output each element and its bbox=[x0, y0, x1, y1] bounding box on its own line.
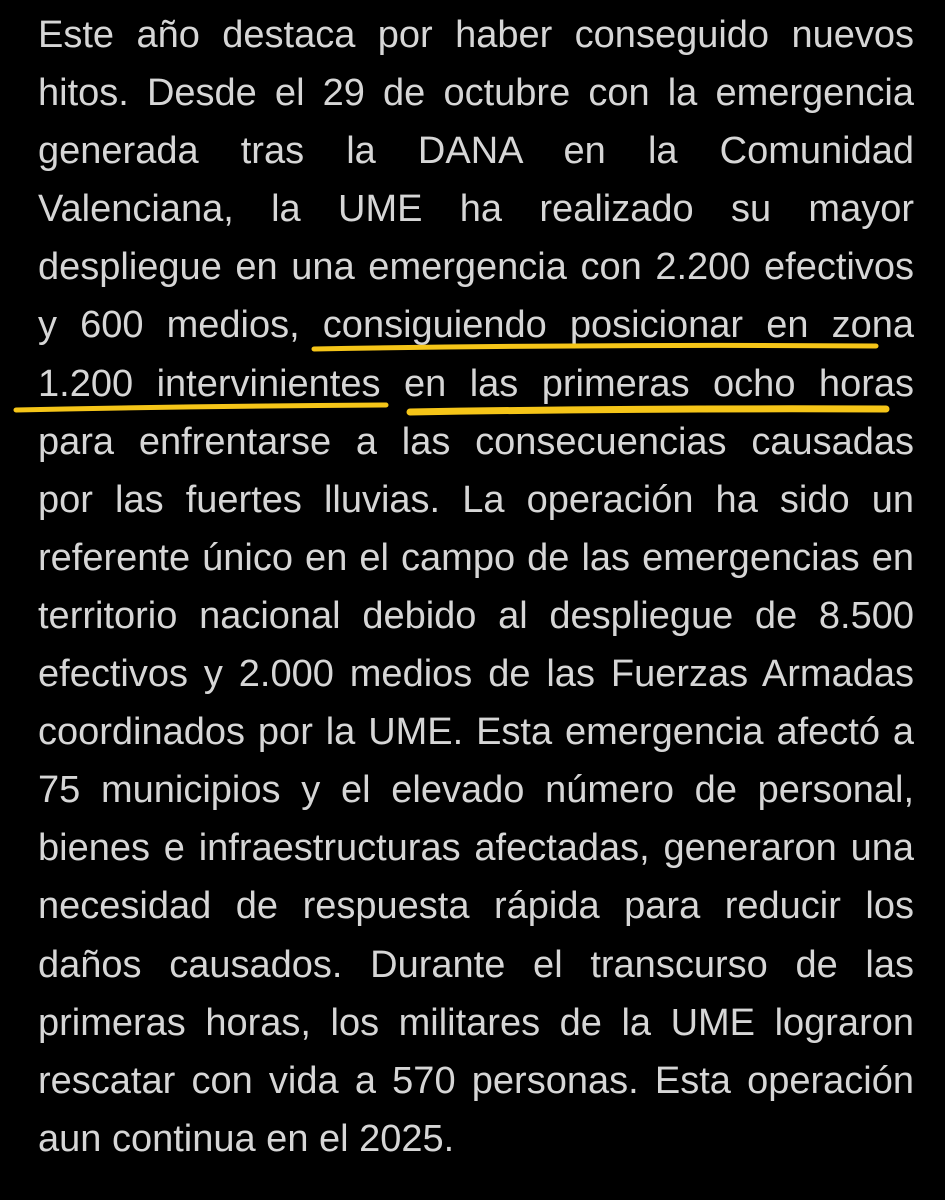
paragraph-line: 75 municipios y el elevado número de personal, bbox=[38, 769, 914, 812]
paragraph-line: Este año destaca por haber conseguido nuevos bbox=[38, 14, 914, 56]
paragraph-line: Valenciana, la UME ha realizado su mayor bbox=[38, 188, 914, 231]
paragraph-line: rescatar con vida a 570 personas. Esta operación bbox=[38, 1059, 914, 1102]
paragraph-line: territorio nacional debido al despliegue de 8.500 bbox=[38, 594, 914, 637]
paragraph-line: efectivos y 2.000 medios de las Fuerzas Armadas bbox=[38, 653, 914, 696]
article-paragraph bbox=[38, 6, 914, 1168]
paragraph-line: despliegue en una emergencia con 2.200 efectivos bbox=[38, 246, 914, 289]
paragraph-line: daños causados. Durante el transcurso de las bbox=[38, 943, 914, 986]
paragraph-line: y 600 medios, consiguiendo posicionar en zona bbox=[38, 304, 914, 347]
paragraph-line: hitos. Desde el 29 de octubre con la emergencia bbox=[38, 72, 914, 115]
paragraph-line: primeras horas, los militares de la UME lograron bbox=[38, 1001, 914, 1044]
paragraph-line: por las fuertes lluvias. La operación ha sido un bbox=[38, 478, 914, 521]
paragraph-line: bienes e infraestructuras afectadas, generaron una bbox=[38, 827, 914, 870]
paragraph-line: 1.200 intervinientes en las primeras ocho horas bbox=[38, 362, 914, 405]
paragraph-line: aun continua en el 2025. bbox=[38, 1117, 455, 1160]
paragraph-line: referente único en el campo de las emergencias en bbox=[38, 536, 914, 579]
paragraph-line: necesidad de respuesta rápida para reducir los bbox=[38, 885, 914, 928]
paragraph-line: generada tras la DANA en la Comunidad bbox=[38, 130, 914, 173]
paragraph-line: para enfrentarse a las consecuencias causadas bbox=[38, 420, 914, 463]
paragraph-line: coordinados por la UME. Esta emergencia afectó a bbox=[38, 711, 914, 754]
